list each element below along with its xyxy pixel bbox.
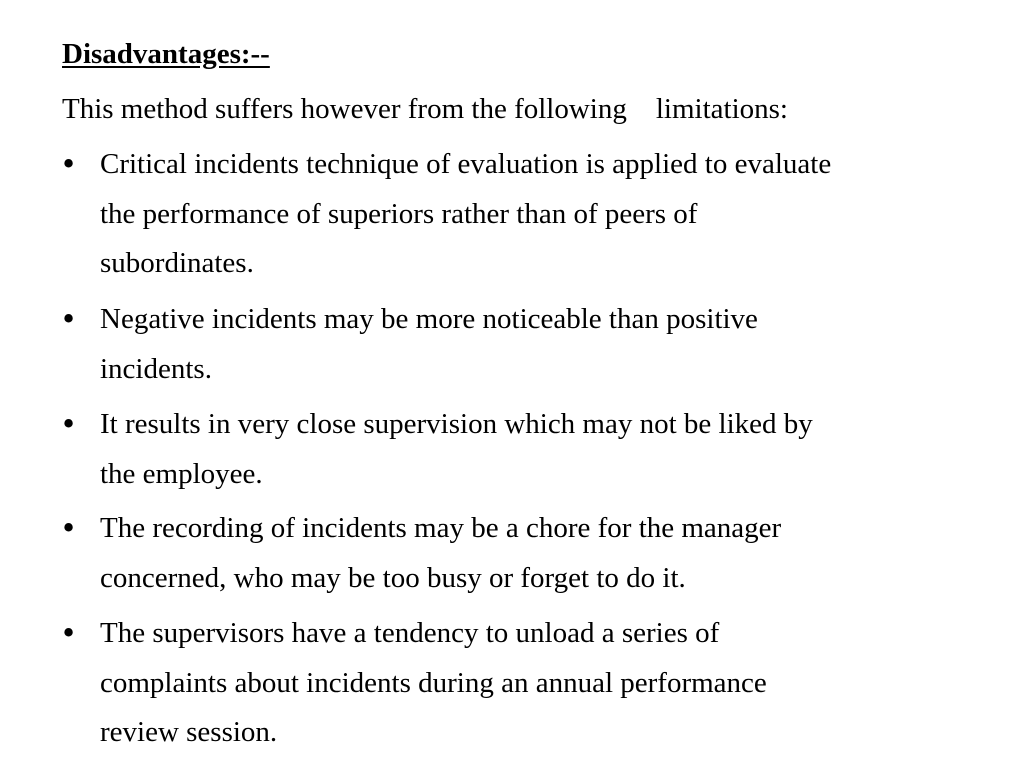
- bullet-text: [100, 400, 980, 499]
- bullet-line: The recording of incidents may be a chore for the manager: [100, 512, 782, 544]
- bullet-text: [100, 609, 980, 758]
- bullet-line: the performance of superiors rather than of peers of: [100, 197, 698, 230]
- bullet-line: Negative incidents may be more noticeable than positive: [100, 303, 758, 335]
- bullet-line: complaints about incidents during an annual performance: [100, 666, 767, 699]
- bullet-line: the employee.: [100, 457, 263, 490]
- bullet-line: It results in very close supervision which may not be liked by: [100, 408, 813, 440]
- bullet-icon: •: [60, 407, 78, 441]
- bullet-line: review session.: [100, 716, 278, 748]
- bullet-line: The supervisors have a tendency to unload a series of: [100, 617, 720, 649]
- bullet-line: concerned, who may be too busy or forget to do it.: [100, 561, 686, 594]
- bullet-line: Critical incidents technique of evaluation is applied to evaluate: [100, 148, 832, 180]
- bullet-icon: •: [60, 302, 78, 336]
- slide-heading: Disadvantages:--: [62, 38, 270, 70]
- bullet-icon: •: [60, 511, 78, 545]
- bullet-text: [100, 504, 980, 603]
- bullet-icon: •: [60, 616, 78, 650]
- intro-text: This method suffers however from the following limitations:: [62, 93, 788, 125]
- bullet-line: incidents.: [100, 352, 212, 385]
- bullet-text: [100, 295, 980, 394]
- bullet-line: subordinates.: [100, 247, 254, 279]
- bullet-text: [100, 140, 980, 289]
- bullet-icon: •: [60, 147, 78, 181]
